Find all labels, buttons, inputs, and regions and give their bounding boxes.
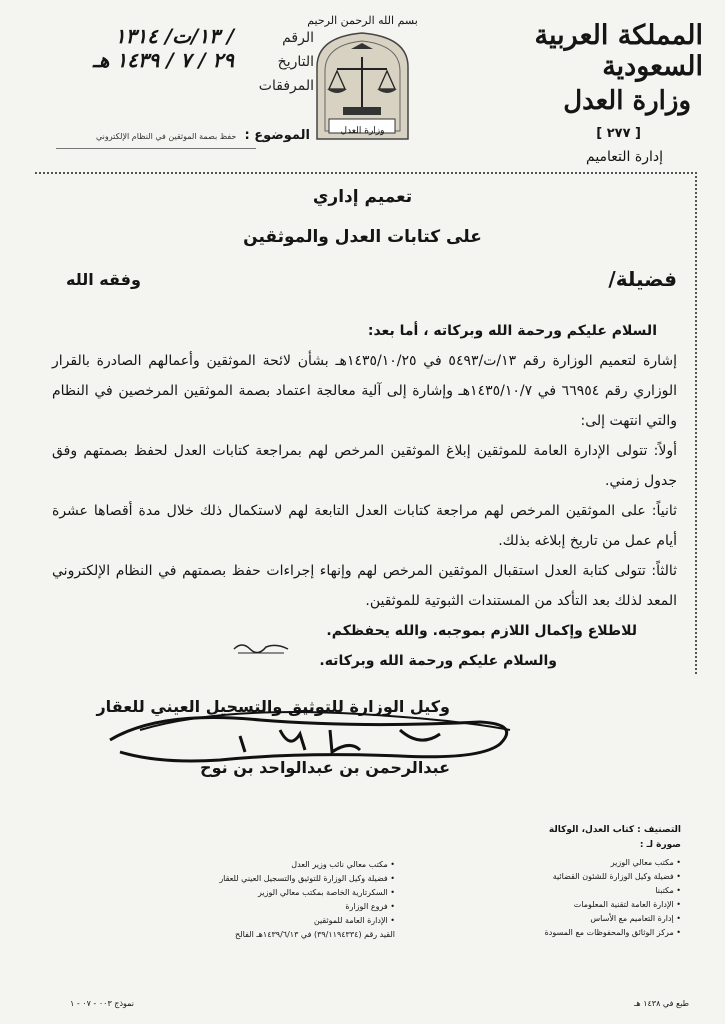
copies-label: صورة لـ : <box>639 840 681 850</box>
list-item: • الإدارة العامة لتقنية المعلومات <box>441 898 681 912</box>
printed-note: طبع في ١٤٣٨ هـ <box>634 999 689 1008</box>
copies-list-right <box>441 856 681 940</box>
salutation-respect: فضيلة/ <box>608 267 677 291</box>
signatory-name: عبدالرحمن بن عبدالواحد بن نوح <box>200 758 450 777</box>
clause-third: ثالثاً: تتولى كتابة العدل استقبال الموثقين المرخص لهم وإنهاء إجراءات حفظ بصمتهم في النظام الإلكتروني المعد لذلك بعد التأكد من المستندات الثبوتية للموثقين. <box>52 563 677 609</box>
date-line <box>44 48 314 78</box>
letterhead-right <box>453 20 703 165</box>
reference-label: الرقم <box>282 30 314 46</box>
list-item: • إدارة التعاميم مع الأساس <box>441 912 681 926</box>
intro-paragraph: إشارة لتعميم الوزارة رقم ١٣/ت/٥٤٩٣ في ١٤٣٥/١٠/٢٥هـ بشأن لائحة الموثقين وأعمالهم الصادرة بالقرار الوزاري رقم ٦٦٩٥٤ في ١٤٣٥/١٠/٧هـ وإشارة إلى آلية معالجة اعتماد بصمة الموثقين المرخصين في النظام والتي انتهت إلى: <box>52 353 677 429</box>
subject-line <box>50 128 310 143</box>
list-item: • مركز الوثائق والمحفوظات مع المسودة <box>441 926 681 940</box>
form-number: نموذج ٠٠٣ - ٠٧ - ١ <box>70 999 135 1008</box>
ministry-name: وزارة العدل <box>563 86 691 116</box>
salam-line: والسلام عليكم ورحمة الله وبركاته. <box>319 653 557 669</box>
list-item: • مكتب معالي نائب وزير العدل <box>135 858 395 872</box>
letterhead-left <box>44 24 314 102</box>
basmala-text: بسم الله الرحمن الرحيم <box>307 14 418 27</box>
list-item: • مكتبنا <box>441 884 681 898</box>
copies-list-left <box>135 858 395 942</box>
clause-second: ثانياً: على الموثقين المرخص لهم مراجعة كتابات العدل التابعة لهم لاستكمال ذلك خلال مدة أقصاها عشرة أيام عمل من تاريخ إبلاغه بذلك. <box>52 503 677 549</box>
greeting: السلام عليكم ورحمة الله وبركاته ، أما بعد: <box>367 323 657 339</box>
list-item: • فضيلة وكيل الوزارة للتوثيق والتسجيل العيني للعقار <box>135 872 395 886</box>
attachments-line <box>44 78 314 102</box>
list-item: • فضيلة وكيل الوزارة للشئون القضائية <box>441 870 681 884</box>
clause-first: أولاً: تتولى الإدارة العامة للموثقين إبلاغ الموثقين المرخص لهم بمراجعة كتابات العدل لحفظ بصمتهم وفق جدول زمني. <box>52 443 677 489</box>
list-item: • السكرتارية الخاصة بمكتب معالي الوزير <box>135 886 395 900</box>
list-item: • الإدارة العامة للموثقين <box>135 914 395 928</box>
subject-text: حفظ بصمة الموثقين في النظام الإلكتروني <box>96 132 237 141</box>
classification: التصنيف : كتاب العدل، الوكالة <box>548 825 681 835</box>
kingdom-name: المملكة العربية السعودية <box>534 20 703 82</box>
date-label: التاريخ <box>277 54 314 70</box>
letter-body <box>52 316 677 676</box>
ministry-emblem <box>305 14 420 154</box>
list-item: • مكتب معالي الوزير <box>441 856 681 870</box>
attachments-label: المرفقات <box>258 78 314 94</box>
circular-title: تعميم إداري <box>312 187 413 207</box>
subject-underline <box>56 148 256 149</box>
reference-value: ١٣/ت/ ١٣١٤ / <box>114 24 234 48</box>
date-value: ٢٩ / ٧ / ١٤٣٩ هـ <box>92 48 234 72</box>
department-name: إدارة التعاميم <box>586 149 663 165</box>
closing-line: للاطلاع وإكمال اللازم بموجبه. والله يحفظكم. <box>326 623 637 639</box>
circular-addressee: على كتابات العدل والموثقين <box>243 227 482 247</box>
signatory-title: وكيل الوزارة للتوثيق والتسجيل العيني للعقار <box>96 697 450 716</box>
salutation-blessing: وفقه الله <box>66 270 141 289</box>
list-item: • فروع الوزارة <box>135 900 395 914</box>
record-entry: القيد رقم (٣٩/١١٩٤٣٣٤) في ١٤٣٩/٦/١٣هـ الفالح <box>235 930 395 939</box>
initials-scrawl <box>232 637 292 657</box>
circular-number: [ ٢٧٧ ] <box>596 126 641 141</box>
emblem-caption: وزارة العدل <box>340 126 385 136</box>
subject-label: الموضوع : <box>244 128 310 143</box>
